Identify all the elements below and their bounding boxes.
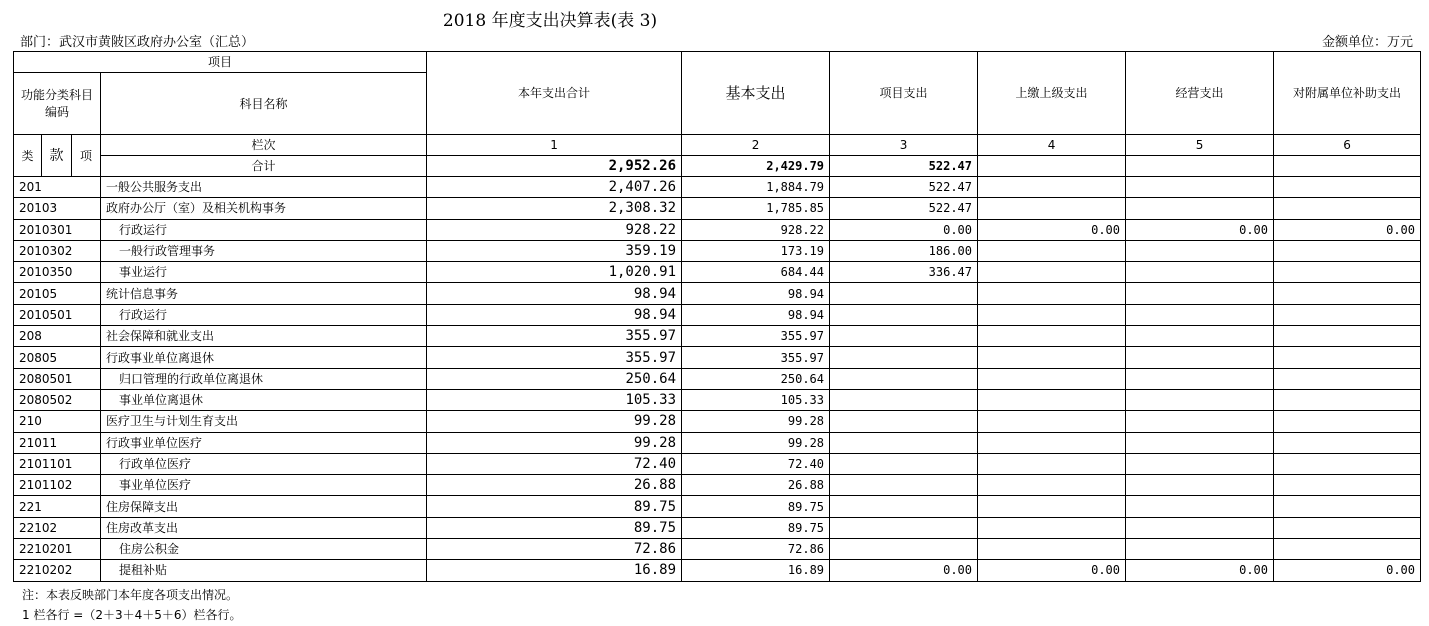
row-value-4 [978,539,1126,560]
row-value-6: 0.00 [1274,560,1421,581]
row-value-3: 522.47 [830,177,978,198]
row-value-4 [978,198,1126,219]
row-value-3: 0.00 [830,219,978,240]
table-row [14,432,1421,453]
row-value-5 [1126,262,1274,283]
note-line-2: 1 栏各行 =（2＋3＋4＋5＋6）栏各行。 [22,608,242,622]
row-value-5 [1126,368,1274,389]
header-col-2: 基本支出 [682,52,830,135]
expenditure-table [13,51,1421,582]
note-line-1: 注：本表反映部门本年度各项支出情况。 [22,588,239,602]
row-code: 221 [14,496,101,517]
row-value-4 [978,517,1126,538]
row-value-5 [1126,432,1274,453]
row-value-5 [1126,496,1274,517]
row-code: 2101102 [14,475,101,496]
row-value-5 [1126,198,1274,219]
row-value-5 [1126,304,1274,325]
row-value-3 [830,517,978,538]
row-value-3 [830,326,978,347]
row-value-6 [1274,304,1421,325]
total-value-5 [1126,156,1274,177]
row-value-6 [1274,411,1421,432]
row-value-4 [978,453,1126,474]
row-value-1: 355.97 [427,347,682,368]
total-value-2: 2,429.79 [682,156,830,177]
table-row [14,347,1421,368]
total-value-4 [978,156,1126,177]
row-value-2: 105.33 [682,389,830,410]
row-code: 2210201 [14,539,101,560]
row-value-6 [1274,517,1421,538]
total-value-3: 522.47 [830,156,978,177]
row-code: 2010501 [14,304,101,325]
row-code: 2010301 [14,219,101,240]
row-value-1: 928.22 [427,219,682,240]
col-num-6: 6 [1274,135,1421,156]
table-row [14,304,1421,325]
table-row [14,496,1421,517]
col-num-4: 4 [978,135,1126,156]
row-value-6 [1274,347,1421,368]
table-row [14,177,1421,198]
row-value-4 [978,326,1126,347]
row-value-1: 98.94 [427,304,682,325]
row-value-1: 359.19 [427,240,682,261]
row-value-1: 98.94 [427,283,682,304]
row-value-5: 0.00 [1126,560,1274,581]
row-value-2: 355.97 [682,347,830,368]
row-name: 一般行政管理事务 [101,240,427,261]
row-value-3 [830,496,978,517]
row-value-6 [1274,198,1421,219]
row-value-5 [1126,389,1274,410]
table-row [14,453,1421,474]
row-value-3 [830,475,978,496]
row-value-4: 0.00 [978,560,1126,581]
row-value-6 [1274,432,1421,453]
row-value-1: 99.28 [427,432,682,453]
row-name: 医疗卫生与计划生育支出 [101,411,427,432]
header-func-code: 功能分类科目编码 [14,73,101,135]
row-name: 行政事业单位医疗 [101,432,427,453]
table-row [14,411,1421,432]
row-value-3 [830,389,978,410]
row-value-2: 250.64 [682,368,830,389]
row-value-3 [830,304,978,325]
row-value-6 [1274,475,1421,496]
header-column-order: 栏次 [101,135,427,156]
table-row [14,240,1421,261]
header-col-3: 项目支出 [830,52,978,135]
row-code: 2010350 [14,262,101,283]
col-num-2: 2 [682,135,830,156]
row-value-5 [1126,240,1274,261]
amount-unit-label: 金额单位：万元 [1321,35,1413,50]
row-value-6 [1274,453,1421,474]
header-lei: 类 [14,135,42,177]
row-value-6: 0.00 [1274,219,1421,240]
row-name: 统计信息事务 [101,283,427,304]
row-name: 一般公共服务支出 [101,177,427,198]
row-value-4: 0.00 [978,219,1126,240]
row-value-2: 72.40 [682,453,830,474]
row-value-6 [1274,539,1421,560]
row-code: 22102 [14,517,101,538]
table-row [14,539,1421,560]
row-code: 2010302 [14,240,101,261]
row-code: 208 [14,326,101,347]
row-value-2: 26.88 [682,475,830,496]
department-label: 部门：武汉市黄陂区政府办公室（汇总） [20,35,255,50]
row-value-4 [978,240,1126,261]
row-value-2: 173.19 [682,240,830,261]
row-value-5 [1126,177,1274,198]
row-value-4 [978,262,1126,283]
row-value-3 [830,539,978,560]
header-kuan: 款 [42,135,72,177]
row-value-3 [830,432,978,453]
row-value-3: 522.47 [830,198,978,219]
col-num-3: 3 [830,135,978,156]
row-value-4 [978,411,1126,432]
row-value-5: 0.00 [1126,219,1274,240]
row-code: 2210202 [14,560,101,581]
row-value-4 [978,304,1126,325]
row-name: 住房改革支出 [101,517,427,538]
row-value-1: 250.64 [427,368,682,389]
row-value-4 [978,177,1126,198]
row-name: 提租补贴 [101,560,427,581]
row-value-1: 2,407.26 [427,177,682,198]
table-row [14,219,1421,240]
row-code: 20103 [14,198,101,219]
row-value-4 [978,283,1126,304]
row-value-3: 186.00 [830,240,978,261]
row-value-1: 16.89 [427,560,682,581]
row-value-5 [1126,283,1274,304]
row-value-4 [978,368,1126,389]
header-col-6: 对附属单位补助支出 [1274,52,1421,135]
table-row [14,389,1421,410]
table-row [14,262,1421,283]
row-value-2: 928.22 [682,219,830,240]
row-value-2: 89.75 [682,496,830,517]
row-value-2: 89.75 [682,517,830,538]
row-value-2: 98.94 [682,304,830,325]
row-code: 20105 [14,283,101,304]
table-row [14,517,1421,538]
page-title: 2018 年度支出决算表(表 3) [442,11,658,31]
row-name: 行政事业单位离退休 [101,347,427,368]
row-name: 行政运行 [101,219,427,240]
row-value-3 [830,453,978,474]
table-row [14,198,1421,219]
row-value-2: 99.28 [682,432,830,453]
total-value-1: 2,952.26 [427,156,682,177]
table-row [14,475,1421,496]
table-row [14,368,1421,389]
row-value-4 [978,496,1126,517]
row-value-1: 89.75 [427,517,682,538]
col-num-5: 5 [1126,135,1274,156]
row-value-5 [1126,475,1274,496]
header-item: 项目 [14,52,427,73]
header-subject-name: 科目名称 [101,73,427,135]
row-value-5 [1126,411,1274,432]
row-code: 210 [14,411,101,432]
row-code: 21011 [14,432,101,453]
row-value-6 [1274,496,1421,517]
row-code: 2080501 [14,368,101,389]
row-value-1: 105.33 [427,389,682,410]
row-value-2: 1,884.79 [682,177,830,198]
row-value-4 [978,475,1126,496]
row-value-1: 1,020.91 [427,262,682,283]
row-value-5 [1126,517,1274,538]
row-value-6 [1274,389,1421,410]
row-value-2: 16.89 [682,560,830,581]
row-name: 社会保障和就业支出 [101,326,427,347]
row-value-1: 355.97 [427,326,682,347]
row-value-5 [1126,539,1274,560]
row-name: 政府办公厅（室）及相关机构事务 [101,198,427,219]
row-value-3 [830,347,978,368]
total-label: 合计 [101,156,427,177]
row-value-6 [1274,262,1421,283]
row-value-3 [830,283,978,304]
row-value-3 [830,411,978,432]
header-col-4: 上缴上级支出 [978,52,1126,135]
row-code: 201 [14,177,101,198]
row-value-6 [1274,326,1421,347]
row-value-3: 336.47 [830,262,978,283]
row-value-5 [1126,453,1274,474]
header-col-5: 经营支出 [1126,52,1274,135]
row-code: 2101101 [14,453,101,474]
row-value-3: 0.00 [830,560,978,581]
row-value-1: 72.40 [427,453,682,474]
row-name: 事业单位离退休 [101,389,427,410]
row-value-4 [978,432,1126,453]
row-name: 事业单位医疗 [101,475,427,496]
row-value-4 [978,347,1126,368]
row-name: 行政运行 [101,304,427,325]
row-value-1: 89.75 [427,496,682,517]
table-row [14,326,1421,347]
row-value-2: 99.28 [682,411,830,432]
header-col-1: 本年支出合计 [427,52,682,135]
row-value-4 [978,389,1126,410]
row-value-2: 98.94 [682,283,830,304]
col-num-1: 1 [427,135,682,156]
row-code: 20805 [14,347,101,368]
table-row [14,283,1421,304]
row-value-5 [1126,326,1274,347]
row-value-2: 684.44 [682,262,830,283]
row-name: 住房公积金 [101,539,427,560]
row-value-3 [830,368,978,389]
row-value-2: 355.97 [682,326,830,347]
row-value-1: 26.88 [427,475,682,496]
row-value-1: 2,308.32 [427,198,682,219]
row-value-6 [1274,283,1421,304]
row-name: 事业运行 [101,262,427,283]
row-name: 住房保障支出 [101,496,427,517]
header-xiang: 项 [72,135,101,177]
row-value-6 [1274,240,1421,261]
total-value-6 [1274,156,1421,177]
row-value-6 [1274,177,1421,198]
row-value-5 [1126,347,1274,368]
row-value-1: 99.28 [427,411,682,432]
table-row [14,560,1421,581]
row-value-2: 1,785.85 [682,198,830,219]
row-code: 2080502 [14,389,101,410]
row-value-1: 72.86 [427,539,682,560]
row-name: 行政单位医疗 [101,453,427,474]
row-value-6 [1274,368,1421,389]
row-value-2: 72.86 [682,539,830,560]
row-name: 归口管理的行政单位离退休 [101,368,427,389]
